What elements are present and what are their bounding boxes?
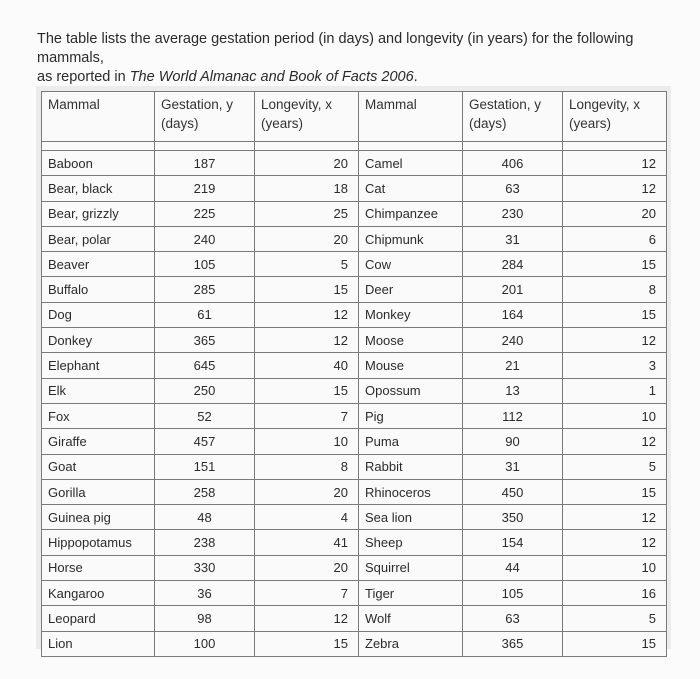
longevity-cell: 12	[563, 176, 667, 201]
longevity-cell: 12	[563, 151, 667, 176]
table-row	[42, 429, 667, 454]
table-body	[42, 142, 667, 657]
mammal-name-cell: Baboon	[42, 151, 155, 176]
gestation-cell: 330	[155, 555, 255, 580]
longevity-cell: 15	[563, 631, 667, 656]
gestation-cell: 164	[463, 302, 563, 327]
mammal-name-cell: Elephant	[42, 353, 155, 378]
intro-paragraph	[37, 30, 687, 87]
table-row	[42, 201, 667, 226]
mammal-name-cell: Opossum	[359, 378, 463, 403]
gestation-cell: 225	[155, 201, 255, 226]
table-row	[42, 378, 667, 403]
table-row	[42, 631, 667, 656]
gestation-cell: 350	[463, 505, 563, 530]
mammal-name-cell: Deer	[359, 277, 463, 302]
table-row	[42, 353, 667, 378]
gestation-cell: 285	[155, 277, 255, 302]
spacer-cell	[155, 142, 255, 151]
gestation-cell: 365	[155, 328, 255, 353]
mammal-name-cell: Giraffe	[42, 429, 155, 454]
mammal-name-cell: Camel	[359, 151, 463, 176]
gestation-cell: 284	[463, 252, 563, 277]
gestation-cell: 457	[155, 429, 255, 454]
table-row	[42, 479, 667, 504]
mammal-name-cell: Bear, polar	[42, 226, 155, 251]
mammal-name-cell: Pig	[359, 403, 463, 428]
longevity-cell: 41	[255, 530, 359, 555]
gestation-cell: 63	[463, 606, 563, 631]
longevity-cell: 5	[563, 606, 667, 631]
longevity-cell: 20	[563, 201, 667, 226]
gestation-cell: 406	[463, 151, 563, 176]
intro-line-1: The table lists the average gestation period (in days) and longevity (in years) for the following mammals,	[37, 31, 634, 66]
gestation-cell: 105	[463, 581, 563, 606]
longevity-cell: 15	[255, 631, 359, 656]
mammal-name-cell: Rabbit	[359, 454, 463, 479]
longevity-cell: 20	[255, 226, 359, 251]
gestation-cell: 52	[155, 403, 255, 428]
mammal-name-cell: Tiger	[359, 581, 463, 606]
longevity-cell: 10	[563, 555, 667, 580]
longevity-cell: 15	[563, 302, 667, 327]
mammal-name-cell: Horse	[42, 555, 155, 580]
header-longevity-right: Longevity, x (years)	[563, 92, 667, 142]
mammal-name-cell: Sheep	[359, 530, 463, 555]
longevity-cell: 10	[563, 403, 667, 428]
table-row	[42, 403, 667, 428]
longevity-cell: 12	[255, 302, 359, 327]
mammal-name-cell: Squirrel	[359, 555, 463, 580]
table-header-row	[42, 92, 667, 142]
table-row	[42, 328, 667, 353]
intro-line-2-prefix: as reported in	[37, 69, 130, 85]
gestation-cell: 98	[155, 606, 255, 631]
gestation-cell: 105	[155, 252, 255, 277]
mammal-name-cell: Cow	[359, 252, 463, 277]
mammal-name-cell: Bear, grizzly	[42, 201, 155, 226]
longevity-cell: 15	[563, 479, 667, 504]
gestation-cell: 112	[463, 403, 563, 428]
gestation-cell: 61	[155, 302, 255, 327]
table-row	[42, 581, 667, 606]
longevity-cell: 12	[255, 328, 359, 353]
header-gestation-right: Gestation, y (days)	[463, 92, 563, 142]
gestation-cell: 154	[463, 530, 563, 555]
gestation-cell: 645	[155, 353, 255, 378]
table-row	[42, 505, 667, 530]
header-longevity-left: Longevity, x (years)	[255, 92, 359, 142]
gestation-cell: 201	[463, 277, 563, 302]
gestation-cell: 230	[463, 201, 563, 226]
mammal-name-cell: Hippopotamus	[42, 530, 155, 555]
longevity-cell: 20	[255, 555, 359, 580]
mammal-name-cell: Wolf	[359, 606, 463, 631]
longevity-cell: 40	[255, 353, 359, 378]
mammal-name-cell: Chimpanzee	[359, 201, 463, 226]
longevity-cell: 12	[255, 606, 359, 631]
mammal-name-cell: Gorilla	[42, 479, 155, 504]
mammal-name-cell: Leopard	[42, 606, 155, 631]
mammal-name-cell: Puma	[359, 429, 463, 454]
mammal-name-cell: Cat	[359, 176, 463, 201]
gestation-cell: 450	[463, 479, 563, 504]
mammal-name-cell: Guinea pig	[42, 505, 155, 530]
mammal-name-cell: Buffalo	[42, 277, 155, 302]
gestation-cell: 44	[463, 555, 563, 580]
gestation-cell: 90	[463, 429, 563, 454]
table-row	[42, 176, 667, 201]
longevity-cell: 8	[563, 277, 667, 302]
mammal-name-cell: Rhinoceros	[359, 479, 463, 504]
longevity-cell: 15	[563, 252, 667, 277]
longevity-cell: 6	[563, 226, 667, 251]
mammal-name-cell: Dog	[42, 302, 155, 327]
mammal-name-cell: Elk	[42, 378, 155, 403]
gestation-cell: 21	[463, 353, 563, 378]
mammal-name-cell: Fox	[42, 403, 155, 428]
gestation-cell: 13	[463, 378, 563, 403]
longevity-cell: 7	[255, 403, 359, 428]
gestation-cell: 187	[155, 151, 255, 176]
longevity-cell: 5	[255, 252, 359, 277]
table-row	[42, 252, 667, 277]
spacer-cell	[255, 142, 359, 151]
spacer-cell	[359, 142, 463, 151]
mammal-name-cell: Bear, black	[42, 176, 155, 201]
longevity-cell: 1	[563, 378, 667, 403]
longevity-cell: 4	[255, 505, 359, 530]
mammal-name-cell: Chipmunk	[359, 226, 463, 251]
spacer-cell	[42, 142, 155, 151]
table-spacer-row	[42, 142, 667, 151]
mammal-name-cell: Moose	[359, 328, 463, 353]
header-gestation-left: Gestation, y (days)	[155, 92, 255, 142]
mammal-name-cell: Mouse	[359, 353, 463, 378]
table-row	[42, 606, 667, 631]
longevity-cell: 15	[255, 378, 359, 403]
mammal-name-cell: Goat	[42, 454, 155, 479]
gestation-cell: 31	[463, 454, 563, 479]
mammal-name-cell: Kangaroo	[42, 581, 155, 606]
table-frame	[36, 86, 671, 652]
mammal-data-table	[41, 91, 667, 657]
longevity-cell: 7	[255, 581, 359, 606]
mammal-name-cell: Monkey	[359, 302, 463, 327]
gestation-cell: 151	[155, 454, 255, 479]
longevity-cell: 25	[255, 201, 359, 226]
longevity-cell: 20	[255, 151, 359, 176]
longevity-cell: 12	[563, 530, 667, 555]
longevity-cell: 3	[563, 353, 667, 378]
gestation-cell: 100	[155, 631, 255, 656]
table-row	[42, 530, 667, 555]
header-mammal-right: Mammal	[359, 92, 463, 142]
mammal-name-cell: Sea lion	[359, 505, 463, 530]
gestation-cell: 250	[155, 378, 255, 403]
gestation-cell: 219	[155, 176, 255, 201]
gestation-cell: 238	[155, 530, 255, 555]
longevity-cell: 10	[255, 429, 359, 454]
header-mammal-left: Mammal	[42, 92, 155, 142]
table-row	[42, 555, 667, 580]
longevity-cell: 12	[563, 429, 667, 454]
table-row	[42, 226, 667, 251]
longevity-cell: 8	[255, 454, 359, 479]
spacer-cell	[563, 142, 667, 151]
longevity-cell: 5	[563, 454, 667, 479]
longevity-cell: 12	[563, 328, 667, 353]
longevity-cell: 16	[563, 581, 667, 606]
table-row	[42, 277, 667, 302]
gestation-cell: 36	[155, 581, 255, 606]
gestation-cell: 240	[463, 328, 563, 353]
mammal-name-cell: Lion	[42, 631, 155, 656]
spacer-cell	[463, 142, 563, 151]
table-row	[42, 302, 667, 327]
gestation-cell: 240	[155, 226, 255, 251]
mammal-name-cell: Donkey	[42, 328, 155, 353]
gestation-cell: 31	[463, 226, 563, 251]
gestation-cell: 258	[155, 479, 255, 504]
gestation-cell: 365	[463, 631, 563, 656]
gestation-cell: 48	[155, 505, 255, 530]
table-row	[42, 151, 667, 176]
longevity-cell: 12	[563, 505, 667, 530]
intro-line-2-suffix: .	[413, 69, 418, 85]
mammal-name-cell: Zebra	[359, 631, 463, 656]
longevity-cell: 20	[255, 479, 359, 504]
gestation-cell: 63	[463, 176, 563, 201]
table-row	[42, 454, 667, 479]
mammal-name-cell: Beaver	[42, 252, 155, 277]
longevity-cell: 18	[255, 176, 359, 201]
intro-source-title: The World Almanac and Book of Facts 2006	[129, 69, 414, 85]
longevity-cell: 15	[255, 277, 359, 302]
